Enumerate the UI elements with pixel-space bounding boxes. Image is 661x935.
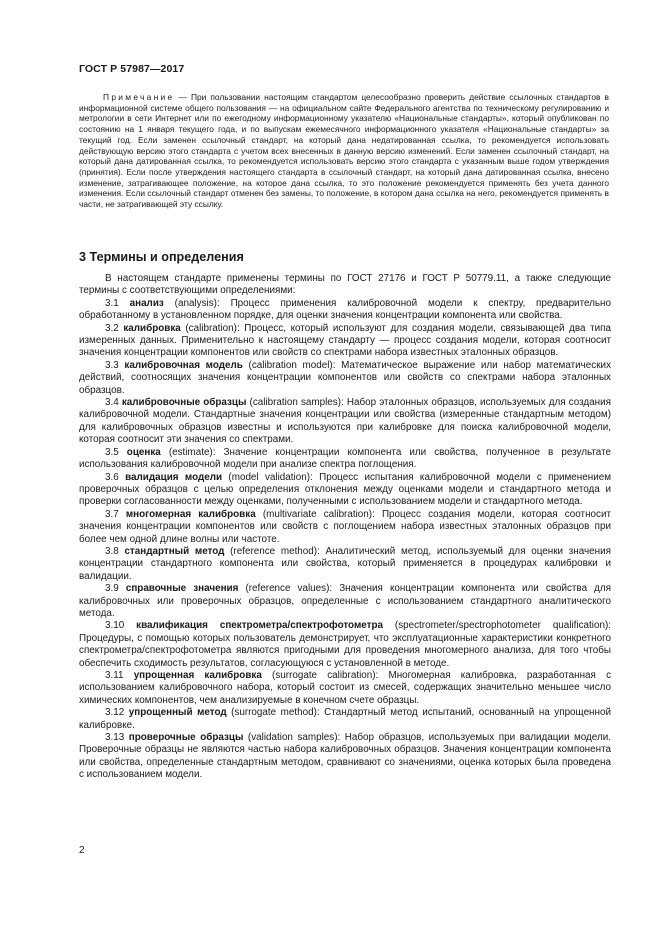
term-definition	[79, 670, 611, 707]
term-definition	[79, 620, 611, 670]
term-number: 3.1	[105, 297, 119, 309]
term-name: многомерная калибровка	[125, 508, 256, 520]
term-english: (calibration model)	[242, 359, 333, 371]
term-name: валидация модели	[125, 471, 223, 483]
note-label: Примечание	[103, 92, 175, 102]
term-text: : Стандартный метод испытаний, основанный на упрощенной калибровке.	[79, 707, 611, 731]
term-english: (reference values)	[238, 583, 330, 595]
term-english: (surrogate calibration)	[261, 670, 376, 681]
term-definition	[79, 472, 611, 509]
term-number: 3.2	[105, 322, 119, 334]
term-text: : Процедуры, с помощью которых пользователь демонстрирует, что эксплуатационные характеристики конкретного спектрометра/спектрофотометра являются пригодными для проведения многомерного анализа, для того чтобы обеспечить сходимость результатов, согласующуюся с установленной в методе.	[79, 620, 612, 669]
term-text: : Процесс, который используют для создания модели, связывающей два типа измеренных данных. Применительно к настоящему стандарту — процесс создания модели, которая соотносит значения концентрации компонентов или свойств со спектрами набора известных эталонных образцов.	[79, 322, 611, 359]
spacer	[119, 509, 126, 520]
term-name: анализ	[129, 297, 164, 309]
term-text: : Многомерная калибровка, разработанная с использованием калибровочного набора, который состоит из смесей, содержащих значительно меньшее число химических компонентов, чем анализируемые в конечном счете образцы.	[79, 670, 612, 706]
term-name: квалификация спектрометра/спектрофотометра	[136, 620, 383, 632]
term-definition	[79, 509, 611, 546]
term-definition	[79, 298, 611, 323]
term-name: калибровочные образцы	[121, 397, 247, 409]
term-text: : Значение концентрации компонента или свойства, полученное в результате использования калибровочной модели при анализе спектра поглощения.	[79, 446, 611, 471]
term-number: 3.7	[105, 508, 119, 520]
term-english: (spectrometer/spectrophotometer qualification)	[383, 620, 609, 632]
term-name: упрощенная калибровка	[133, 670, 262, 681]
intro-paragraph: В настоящем стандарте применены термины по ГОСТ 27176 и ГОСТ Р 50779.11, а также следующие термины с соответствующими определениями:	[79, 273, 611, 297]
term-definition	[79, 397, 611, 447]
spacer	[124, 620, 136, 631]
term-text: : Набор образцов, используемых при валидации модели. Проверочные образцы не являются частью набора калибровочных образцов. Значения концентрации компонента или свойства, определенные стандартным методом, сравнивают со значениями, оценка которых была проведена с использованием модели.	[79, 732, 611, 781]
term-definition	[79, 323, 611, 360]
term-name: проверочные образцы	[128, 732, 244, 744]
term-definition	[79, 546, 611, 583]
term-number: 3.6	[105, 471, 119, 483]
term-definition	[79, 360, 611, 397]
term-name: оценка	[126, 446, 161, 458]
spacer	[119, 447, 127, 458]
note-paragraph	[79, 92, 609, 210]
section-title: 3 Термины и определения	[79, 250, 244, 264]
term-english: (estimate)	[160, 446, 213, 458]
term-text: : Набор эталонных образцов, используемых для создания калибровочной модели. Стандартные значения концентрации или свойства (измеренные стандартным методом) для калибровочных образцов известны и используются при калибровке для поиска калибровочной модели, которая соотносит эти значения со спектрами.	[79, 397, 611, 446]
term-number: 3.5	[105, 446, 119, 458]
term-english: (multivariate calibration)	[255, 508, 373, 520]
term-definition	[79, 447, 611, 472]
term-english: (calibration)	[180, 322, 237, 334]
term-english: (calibration samples)	[246, 397, 342, 409]
term-english: (validation samples)	[243, 732, 338, 744]
term-definition	[79, 732, 611, 782]
term-number: 3.11	[105, 670, 124, 681]
term-name: калибровочная модель	[124, 359, 243, 371]
term-text: : Процесс применения калибровочной модели к спектру, предварительно обработанному в установленном порядке, для оценки значения концентрации компонента или свойства.	[79, 297, 611, 322]
term-name: калибровка	[123, 322, 181, 334]
term-english: (analysis)	[163, 297, 217, 309]
term-text: : Математическое выражение или набор математических действий, соотносящих значения концентрации компонентов или свойств со спектрами набора эталонных образцов.	[79, 359, 612, 396]
term-english: (reference method)	[224, 545, 318, 557]
term-name: справочные значения	[125, 583, 239, 595]
term-english: (model validation)	[222, 471, 310, 483]
term-name: стандартный метод	[124, 545, 225, 557]
page-number: 2	[79, 845, 85, 856]
spacer	[119, 583, 126, 594]
document-code-header: ГОСТ Р 57987—2017	[79, 63, 185, 75]
term-name: упрощенный метод	[128, 707, 227, 719]
term-number: 3.4	[105, 397, 119, 409]
term-text: : Значения концентрации компонента или свойства для калибровочных или проверочных образцов, определенные с использованием стандартного аналитического метода.	[79, 583, 612, 619]
term-number: 3.8	[105, 545, 119, 557]
spacer	[119, 298, 130, 309]
term-number: 3.3	[105, 359, 119, 371]
term-number: 3.13	[105, 732, 125, 744]
terms-list	[79, 298, 611, 782]
term-number: 3.9	[105, 583, 119, 595]
term-text: : Процесс испытания калибровочной модели с применением проверочных образцов с целью определения отклонения между оценками модели и стандартного метода и проверки согласованности между оценками, полученными с использованием модели и стандартного метода.	[79, 471, 611, 508]
section-body	[79, 273, 611, 782]
term-definition	[79, 707, 611, 732]
spacer	[124, 670, 134, 681]
term-text: : Процесс создания модели, которая соотносит значения концентрации компонентов или свойств с поглощением набора известных эталонных образцов при более чем одной длине волны или частоте.	[79, 508, 611, 545]
term-definition	[79, 583, 611, 620]
term-english: (surrogate method)	[226, 707, 317, 719]
term-number: 3.12	[105, 707, 125, 719]
term-number: 3.10	[105, 620, 125, 632]
term-text: : Аналитический метод, используемый для оценки значения концентрации стандартного компонента или свойства, который применяется в процедурах калибровки и валидации.	[79, 545, 611, 582]
note-text: — При пользовании настоящим стандартом целесообразно проверить действие ссылочных стандартов в информационной системе общего пользования — на официальном сайте Федерального агентства по техническому регулированию и метрологии в сети Интернет или по ежегодному информационному указателю «Национальные стандарты», который опубликован по состоянию на 1 января текущего года, и по выпускам ежемесячного информационного указателя «Национальные стандарты» за текущий год. Если заменен ссылочный стандарт, на который дана недатированная ссылка, то рекомендуется использовать действующую версию этого стандарта с учетом всех внесенных в данную версию изменений. Если заменен ссылочный стандарт, на который дана датированная ссылка, то рекомендуется использовать версию этого стандарта с указанным выше годом утверждения (принятия). Если после утверждения настоящего стандарта в ссылочный стандарт, на который дана датированная ссылка, внесено изменение, затрагивающее положение, на которое дана ссылка, то это положение рекомендуется применять без учета данного изменения. Если ссылочный стандарт отменен без замены, то положение, в котором дана ссылка на него, рекомендуется применять в части, не затрагивающей эту ссылку.	[79, 92, 609, 210]
